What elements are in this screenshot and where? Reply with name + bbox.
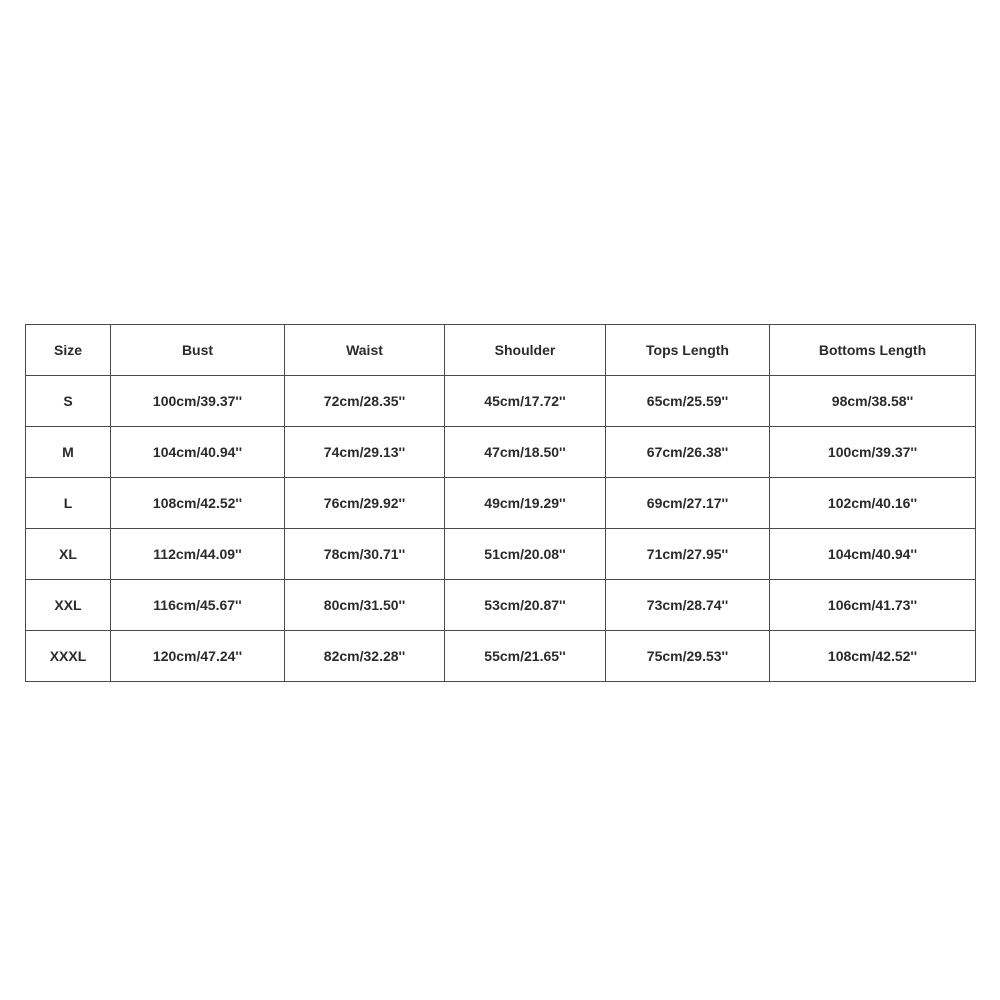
cell-waist: 74cm/29.13'' bbox=[285, 427, 445, 478]
cell-shoulder: 47cm/18.50'' bbox=[445, 427, 606, 478]
cell-shoulder: 45cm/17.72'' bbox=[445, 376, 606, 427]
cell-size: XXXL bbox=[26, 631, 111, 682]
cell-shoulder: 55cm/21.65'' bbox=[445, 631, 606, 682]
cell-waist: 78cm/30.71'' bbox=[285, 529, 445, 580]
cell-bust: 120cm/47.24'' bbox=[111, 631, 285, 682]
cell-bust: 104cm/40.94'' bbox=[111, 427, 285, 478]
cell-size: XL bbox=[26, 529, 111, 580]
cell-bottoms-length: 108cm/42.52'' bbox=[770, 631, 976, 682]
cell-size: XXL bbox=[26, 580, 111, 631]
cell-tops-length: 65cm/25.59'' bbox=[606, 376, 770, 427]
cell-tops-length: 75cm/29.53'' bbox=[606, 631, 770, 682]
cell-bust: 116cm/45.67'' bbox=[111, 580, 285, 631]
cell-bust: 108cm/42.52'' bbox=[111, 478, 285, 529]
table-row bbox=[26, 580, 976, 631]
cell-waist: 82cm/32.28'' bbox=[285, 631, 445, 682]
header-waist: Waist bbox=[285, 325, 445, 376]
table-row bbox=[26, 427, 976, 478]
header-tops-length: Tops Length bbox=[606, 325, 770, 376]
cell-bottoms-length: 104cm/40.94'' bbox=[770, 529, 976, 580]
cell-bust: 100cm/39.37'' bbox=[111, 376, 285, 427]
cell-bottoms-length: 100cm/39.37'' bbox=[770, 427, 976, 478]
cell-shoulder: 53cm/20.87'' bbox=[445, 580, 606, 631]
table-row bbox=[26, 478, 976, 529]
cell-bust: 112cm/44.09'' bbox=[111, 529, 285, 580]
table-header-row bbox=[26, 325, 976, 376]
cell-waist: 76cm/29.92'' bbox=[285, 478, 445, 529]
size-chart-table bbox=[25, 324, 976, 682]
table-row bbox=[26, 376, 976, 427]
cell-size: M bbox=[26, 427, 111, 478]
cell-size: S bbox=[26, 376, 111, 427]
table-row bbox=[26, 631, 976, 682]
cell-bottoms-length: 106cm/41.73'' bbox=[770, 580, 976, 631]
cell-shoulder: 49cm/19.29'' bbox=[445, 478, 606, 529]
cell-size: L bbox=[26, 478, 111, 529]
cell-tops-length: 73cm/28.74'' bbox=[606, 580, 770, 631]
cell-shoulder: 51cm/20.08'' bbox=[445, 529, 606, 580]
header-bust: Bust bbox=[111, 325, 285, 376]
cell-bottoms-length: 98cm/38.58'' bbox=[770, 376, 976, 427]
cell-waist: 72cm/28.35'' bbox=[285, 376, 445, 427]
cell-tops-length: 67cm/26.38'' bbox=[606, 427, 770, 478]
cell-waist: 80cm/31.50'' bbox=[285, 580, 445, 631]
header-shoulder: Shoulder bbox=[445, 325, 606, 376]
cell-tops-length: 71cm/27.95'' bbox=[606, 529, 770, 580]
table-row bbox=[26, 529, 976, 580]
cell-tops-length: 69cm/27.17'' bbox=[606, 478, 770, 529]
cell-bottoms-length: 102cm/40.16'' bbox=[770, 478, 976, 529]
header-size: Size bbox=[26, 325, 111, 376]
header-bottoms-length: Bottoms Length bbox=[770, 325, 976, 376]
